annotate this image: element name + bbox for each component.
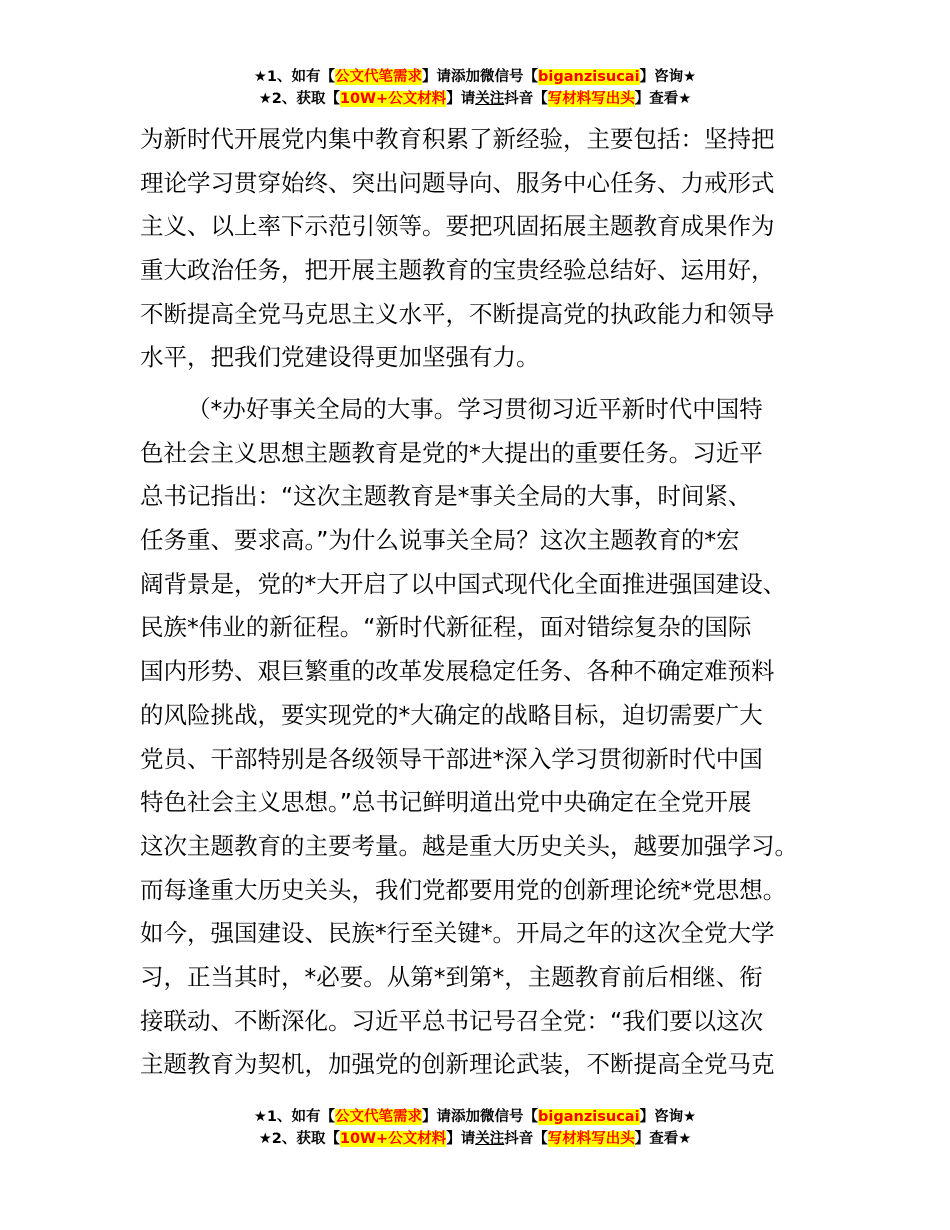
text-line: 民族*伟业的新征程。“新时代新征程，面对错综复杂的国际	[140, 613, 752, 642]
text-line: 主义、以上率下示范引领等。要把巩固拓展主题教育成果作为	[140, 212, 775, 241]
text-line: 任务重、要求高。”为什么说事关全局？这次主题教育的*宏	[140, 526, 740, 555]
header-highlight-materials: 10W+公文材料	[339, 91, 447, 107]
text-line: 习，正当其时，*必要。从第*到第*，主题教育前后相继、衔	[140, 962, 763, 991]
text-line: 特色社会主义思想。”总书记鲜明道出党中央确定在全党开展	[140, 788, 752, 817]
header-highlight-douyin: 写材料写出头	[547, 91, 635, 107]
footer-follow-underlined: 关注	[475, 1131, 505, 1147]
text-line: 国内形势、艰巨繁重的改革发展稳定任务、各种不确定难预料	[140, 657, 775, 686]
text-line: 党员、干部特别是各级领导干部进*深入学习贯彻新时代中国	[140, 744, 763, 773]
text-line: 接联动、不断深化。习近平总书记号召全党：“我们要以这次	[140, 1006, 764, 1035]
header-line-2	[0, 88, 950, 110]
text-line: 而每逢重大历史关头，我们党都要用党的创新理论统*党思想。	[140, 875, 787, 904]
header-line-2-suffix: 】查看★	[634, 91, 692, 107]
header-highlight-ghostwriting: 公文代笔需求	[335, 69, 423, 85]
header-line-1-prefix: ★1、如有【	[253, 69, 336, 85]
text-line: 总书记指出：“这次主题教育是*事关全局的大事，时间紧、	[140, 482, 752, 511]
footer-line-2-suffix: 】查看★	[634, 1131, 692, 1147]
footer-line-2-middle-a: 】请	[446, 1131, 476, 1147]
header-follow-underlined: 关注	[475, 91, 505, 107]
header-highlight-wechat-id: biganzisucai	[538, 69, 640, 85]
text-line: 水平，把我们党建设得更加坚强有力。	[140, 343, 540, 372]
footer-line-1-middle: 】请添加微信号【	[422, 1109, 539, 1125]
footer-banner	[0, 1106, 950, 1150]
text-line: 重大政治任务，把开展主题教育的宝贵经验总结好、运用好，	[140, 256, 775, 285]
text-line: 主题教育为契机，加强党的创新理论武装，不断提高全党马克	[140, 1050, 775, 1079]
text-line: 色社会主义思想主题教育是党的*大提出的重要任务。习近平	[140, 438, 763, 467]
text-line: 不断提高全党马克思主义水平，不断提高党的执政能力和领导	[140, 299, 775, 328]
header-line-1-middle: 】请添加微信号【	[422, 69, 539, 85]
text-line-indented: （*办好事关全局的大事。学习贯彻习近平新时代中国特	[187, 395, 763, 423]
footer-highlight-materials: 10W+公文材料	[339, 1131, 447, 1147]
text-line: 理论学习贯穿始终、突出问题导向、服务中心任务、力戒形式	[140, 168, 775, 197]
header-line-2-middle-b: 抖音【	[504, 91, 548, 107]
footer-line-2-middle-b: 抖音【	[504, 1131, 548, 1147]
paragraph-main	[140, 388, 830, 1087]
text-line: 这次主题教育的主要考量。越是重大历史关头，越要加强学习。	[140, 831, 798, 860]
footer-highlight-wechat-id: biganzisucai	[538, 1109, 640, 1125]
text-line: 如今，强国建设、民族*行至关键*。开局之年的这次全党大学	[140, 919, 775, 948]
header-line-1-suffix: 】咨询★	[639, 69, 697, 85]
text-line: 阔背景是，党的*大开启了以中国式现代化全面推进强国建设、	[140, 569, 787, 598]
footer-line-1	[0, 1106, 950, 1128]
footer-line-2	[0, 1128, 950, 1150]
header-line-2-middle-a: 】请	[446, 91, 476, 107]
footer-line-2-prefix: ★2、获取【	[258, 1131, 340, 1147]
header-line-1	[0, 66, 950, 88]
footer-line-1-prefix: ★1、如有【	[253, 1109, 336, 1125]
header-line-2-prefix: ★2、获取【	[258, 91, 340, 107]
footer-highlight-ghostwriting: 公文代笔需求	[335, 1109, 423, 1125]
text-line: 的风险挑战，要实现党的*大确定的战略目标，迫切需要广大	[140, 700, 763, 729]
footer-highlight-douyin: 写材料写出头	[547, 1131, 635, 1147]
paragraph-continuation	[140, 118, 830, 380]
footer-line-1-suffix: 】咨询★	[639, 1109, 697, 1125]
text-line: 为新时代开展党内集中教育积累了新经验，主要包括：坚持把	[140, 125, 775, 153]
header-banner	[0, 66, 950, 110]
